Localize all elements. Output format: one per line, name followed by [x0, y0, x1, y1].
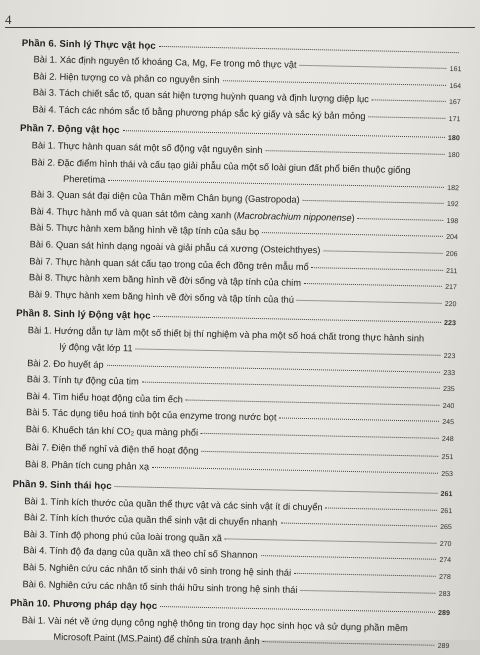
entry-title: Bài 4. Thực hành mổ và quan sát tôm càng xanh (: [30, 205, 237, 221]
entry-title-line: [27, 372, 139, 390]
entry-title: Bài 5. Thực hành xem băng hình về tập tính của sâu bọ: [29, 222, 260, 238]
section-title: Phần 7. Động vật học: [19, 123, 120, 137]
section-page: 289: [437, 610, 451, 618]
entry-page: 198: [446, 217, 459, 225]
entry-page: 171: [448, 115, 461, 123]
entry-title: Bài 2. Hiện tượng co và phản co nguyên sinh: [33, 70, 220, 85]
entry-title: Bài 4. Tách các nhóm sắc tố bằng phương pháp sắc ký giấy và sắc ký bản mỏng: [32, 104, 366, 121]
entry-page: 283: [438, 590, 451, 598]
section-title: Phần 6. Sinh lý Thực vật học: [21, 37, 156, 52]
entry-page: 223: [443, 352, 456, 361]
dot-leader: [123, 131, 445, 139]
dot-leader: [304, 283, 442, 287]
entry-page: 245: [442, 419, 455, 427]
entry-continuation: Microsoft Paint (MS.Paint) để chỉnh sửa tranh ảnh: [53, 631, 260, 646]
dot-leader: [303, 200, 444, 204]
dot-leader: [262, 232, 443, 237]
entry-title: Bài 6. Nghiên cứu các nhân tố sinh thái hữu sinh trong hệ sinh thái: [22, 578, 298, 595]
entry-title: Bài 6. Khuếch tán khí CO: [25, 424, 131, 437]
entry-title-line: [26, 389, 183, 408]
section-page: 261: [440, 490, 453, 498]
entry-title-line: [25, 457, 149, 475]
section-title: Phần 9. Sinh thái học: [12, 478, 112, 492]
entry-page: 164: [449, 82, 462, 90]
dot-leader: [115, 486, 438, 494]
entry-title: Bài 1. Vài nét về ứng dụng công nghệ thông tin trong dạy học sinh học và sử dụng phần mềm: [21, 615, 408, 634]
entry-page: 235: [442, 385, 455, 394]
entry-title: Bài 7. Thực hành quan sát cấu tạo trong của ếch đồng trên mẫu mổ: [29, 255, 309, 272]
entry-title: Bài 1. Thực hành quan sát một số động vật nguyên sinh: [31, 140, 263, 156]
entry-title: Bài 3. Quan sát đại diện của Thân mềm Chân bụng (Gastropoda): [30, 189, 300, 206]
entry-continuation: Pheretima: [62, 173, 106, 185]
entry-title: Bài 3. Tính độ phong phú của loài trong quần xã: [23, 528, 222, 544]
entry-title: Bài 1. Hướng dẫn tự làm một số thiết bị thí nghiệm và pha một số hoá chất trong thực hành sinh: [27, 325, 425, 344]
entry-page: 220: [444, 300, 457, 308]
section-title: Phần 8. Sinh lý Động vật học: [16, 308, 151, 323]
table-of-contents: [9, 36, 462, 654]
dot-leader: [280, 523, 437, 527]
entry-page: 240: [442, 402, 455, 410]
dot-leader: [326, 507, 438, 510]
entry-title: Bài 8. Thực hành xem băng hình về đời sống và tập tính của chim: [28, 272, 302, 289]
dot-leader: [300, 65, 447, 69]
dot-leader: [263, 641, 435, 646]
dot-leader: [154, 316, 442, 323]
section-page: 223: [444, 320, 457, 328]
section-title: Phần 10. Phương pháp dạy học: [9, 598, 158, 613]
entry-page: 278: [438, 573, 451, 582]
entry-page: 217: [445, 284, 457, 292]
entry-subscript: 2: [130, 431, 135, 438]
entry-page: 204: [446, 234, 458, 242]
entry-page: 274: [439, 557, 452, 565]
entry-page: 161: [449, 65, 462, 74]
entry-page: 233: [443, 369, 456, 377]
entry-italic: Macrobrachium nipponense: [236, 210, 352, 223]
entry-after: qua màng phổi: [133, 426, 199, 438]
entry-page: 180: [447, 152, 460, 160]
section-page: 180: [447, 135, 461, 143]
entry-title: Bài 2. Tính kích thước của quần thể sinh vật di chuyển nhanh: [23, 512, 278, 528]
dot-leader: [136, 348, 441, 355]
entry-page: 167: [448, 99, 461, 107]
entry-title: Bài 6. Quan sát hình dạng ngoài và giải phẫu cá xương (Osteichthyes): [29, 239, 321, 256]
dot-leader: [312, 267, 443, 271]
entry-title: Bài 2. Đặc điểm hình thái và cấu tạo giải phẫu của một số loài giun đất phổ biến thuộc giống: [31, 157, 411, 176]
entry-page: 251: [441, 454, 454, 462]
dot-leader: [372, 100, 446, 103]
entry-page: 248: [441, 435, 454, 444]
dot-leader: [225, 538, 437, 543]
dot-leader: [261, 556, 437, 561]
dot-leader: [152, 467, 438, 474]
entry-title: Bài 3. Tính tự động của tim: [26, 374, 139, 387]
entry-page: 211: [445, 267, 458, 275]
entry-after: ): [351, 212, 355, 223]
dot-leader: [142, 382, 440, 389]
entry-continuation: lý động vật lớp 11: [59, 341, 133, 354]
dot-leader: [266, 151, 445, 156]
dot-leader: [201, 451, 438, 457]
dot-leader: [159, 46, 459, 53]
header-rule: [5, 27, 475, 28]
dot-leader: [323, 250, 442, 254]
entry-page: 270: [439, 540, 452, 548]
entry-page: 206: [445, 250, 458, 259]
entry-title: Bài 3. Tách chiết sắc tố, quan sát hiện tượng huỳnh quang và định lượng diệp lục: [32, 87, 369, 105]
entry-title: Bài 5. Tác dụng tiêu hoá tinh bột của enzyme trong nước bọt: [26, 407, 277, 423]
entry-page: 253: [441, 470, 453, 479]
dot-leader: [160, 606, 435, 613]
dot-leader: [223, 80, 447, 86]
entry-title: Bài 8. Phân tích cung phản xạ: [24, 459, 150, 472]
dot-leader: [368, 116, 445, 119]
dot-leader: [279, 418, 439, 422]
entry-title: Bài 2. Đo huyết áp: [27, 357, 104, 370]
entry-title: Bài 4. Tính độ đa dạng của quần xã theo chỉ số Shannon: [23, 545, 258, 561]
entry-title: Bài 5. Nghiên cứu các nhân tố sinh thái vô sinh trong hệ sinh thái: [22, 562, 292, 578]
entry-title: Bài 1. Tính kích thước của quần thể thực vật và các sinh vật ít di chuyển: [24, 495, 323, 513]
entry-page: 261: [440, 507, 453, 515]
dot-leader: [107, 364, 441, 372]
entry-page: 265: [440, 524, 452, 532]
dot-leader: [297, 300, 442, 304]
dot-leader: [358, 218, 444, 221]
entry-title: Bài 1. Xác định nguyên tố khoáng Ca, Mg, Fe trong mô thực vật: [33, 54, 297, 70]
entry-page: 182: [447, 184, 459, 192]
entry-title: Bài 7. Điện thế nghỉ và điện thế hoạt động: [25, 442, 199, 457]
dot-leader: [186, 399, 440, 405]
entry-title: Bài 9. Thực hành xem băng hình về đời sống và tập tính của thú: [28, 288, 295, 305]
dot-leader: [294, 573, 436, 577]
entry-page: 192: [446, 201, 459, 209]
entry-title: Bài 4. Tìm hiểu hoạt động của tim ếch: [26, 390, 183, 405]
page-number: 4: [5, 12, 12, 27]
dot-leader: [108, 179, 444, 187]
dot-leader: [201, 433, 439, 439]
entry-title-line: [27, 356, 104, 373]
dot-leader: [300, 590, 435, 594]
entry-page: 289: [437, 642, 450, 650]
